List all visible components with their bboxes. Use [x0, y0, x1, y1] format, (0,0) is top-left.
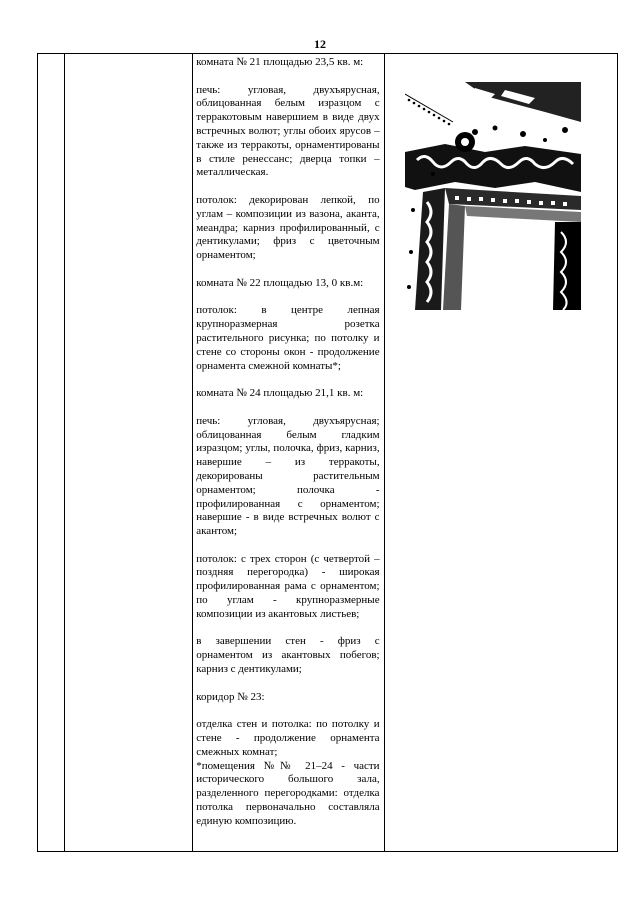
description-table — [37, 53, 618, 852]
number-cell — [38, 54, 65, 852]
element-name-cell — [65, 54, 193, 852]
corridor-23-heading: коридор № 23: — [196, 690, 265, 703]
room-21-stove: печь: угловая, двухъярусная, облицованная белым изразцом с терракотовым навершием в виде двух встречных волют; углы обоих ярусов – также из терракоты, орнаментированы в стиле ренессанс; дверца топки – металлическая. — [196, 83, 380, 179]
room-21-heading: комната № 21 площадью 23,5 кв. м: — [196, 56, 364, 68]
room-21-ceiling: потолок: декорирован лепкой, по углам – композиции из вазона, аканта, меандра; карниз профилированный, с дентикулами; фриз с цветочным орнаментом; — [196, 193, 380, 262]
footnote: *помещения №№ 21–24 - части исторического большого зала, разделенного перегородками: отделка потолка первоначально составляла единую композицию. — [196, 759, 380, 827]
description-cell — [193, 54, 384, 852]
table-row — [38, 54, 618, 852]
room-22-ceiling: потолок: в центре лепная крупноразмерная розетка растительного рисунка; по потолку и стене со стороны окон - продолжение орнамента смежной комнаты*; — [196, 304, 380, 372]
room-24-stove: печь: угловая, двухъярусная; облицованная белым гладким изразцом; углы, полочка, фриз, карниз, навершие – из терракоты, декорированы растительным орнаментом; полочка - профилированная с орнаментом; навершие - в виде встречных волют с акантом; — [196, 414, 380, 538]
page-number: 12 — [314, 37, 326, 51]
photo-cell — [384, 54, 617, 852]
room-22-heading: комната № 22 площадью 13, 0 кв.м: — [196, 276, 364, 289]
corridor-23-finish: отделка стен и потолка: по потолку и стене - продолжение орнамента смежных комнат; — [196, 718, 380, 758]
room-24-ceiling: потолок: с трех сторон (с четвертой – поздняя перегородка) - широкая профилированная рама с орнаментом; по углам - крупноразмерные композиции из акантовых листьев; — [196, 552, 380, 620]
room-24-heading: комната № 24 площадью 21,1 кв. м: — [196, 387, 364, 400]
room-24-walls: в завершении стен - фриз с орнаментом из акантовых побегов; карниз с дентикулами; — [196, 635, 380, 676]
ceiling-molding-photo — [405, 82, 581, 310]
